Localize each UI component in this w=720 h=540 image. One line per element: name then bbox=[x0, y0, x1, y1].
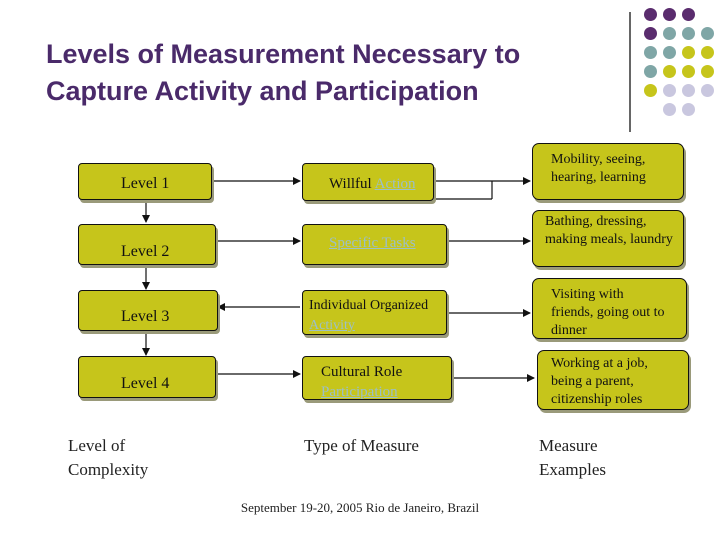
measure-2-box bbox=[302, 224, 447, 265]
example-4-box bbox=[537, 350, 689, 410]
label-level-of-complexity: Level of Complexity bbox=[68, 436, 149, 479]
example-2-text: Bathing, dressing, making meals, laundry bbox=[545, 214, 673, 247]
measure-1-box bbox=[302, 163, 434, 201]
level-2-box bbox=[78, 224, 216, 265]
measure-3-text: Individual Organized bbox=[309, 298, 429, 313]
measure-1-link[interactable]: Action bbox=[374, 176, 416, 192]
level-3-label: Level 3 bbox=[121, 308, 170, 325]
level-4-label: Level 4 bbox=[121, 375, 170, 392]
example-2-box bbox=[532, 210, 684, 267]
measure-3-link[interactable]: Activity bbox=[309, 318, 355, 333]
label-measure-examples: Measure Examples bbox=[539, 436, 607, 479]
label-type-of-measure: Type of Measure bbox=[304, 436, 419, 455]
level-1-label: Level 1 bbox=[121, 175, 170, 192]
measure-4-text: Cultural Role bbox=[321, 364, 403, 380]
measure-1-text: Willful bbox=[329, 176, 375, 192]
level-4-box bbox=[78, 356, 216, 398]
example-1-box bbox=[532, 143, 684, 200]
measure-3-box bbox=[302, 290, 447, 335]
level-1-box bbox=[78, 163, 212, 200]
measure-2-link[interactable]: Specific Tasks bbox=[329, 235, 416, 251]
slide-footer: September 19-20, 2005 Rio de Janeiro, Brazil bbox=[240, 500, 480, 515]
measure-4-link[interactable]: Participation bbox=[321, 384, 398, 400]
level-2-label: Level 2 bbox=[121, 243, 170, 260]
example-4-text: Working at a job, being a parent, citizenship roles bbox=[551, 356, 648, 407]
example-1-text: Mobility, seeing, hearing, learning bbox=[551, 152, 646, 185]
example-3-text: Visiting with friends, going out to dinner bbox=[551, 287, 665, 338]
measure-4-box bbox=[302, 356, 452, 400]
slide-title: Levels of Measurement Necessary to Capture Activity and Participation bbox=[46, 39, 521, 106]
example-3-box bbox=[532, 278, 687, 339]
level-3-box bbox=[78, 290, 218, 331]
